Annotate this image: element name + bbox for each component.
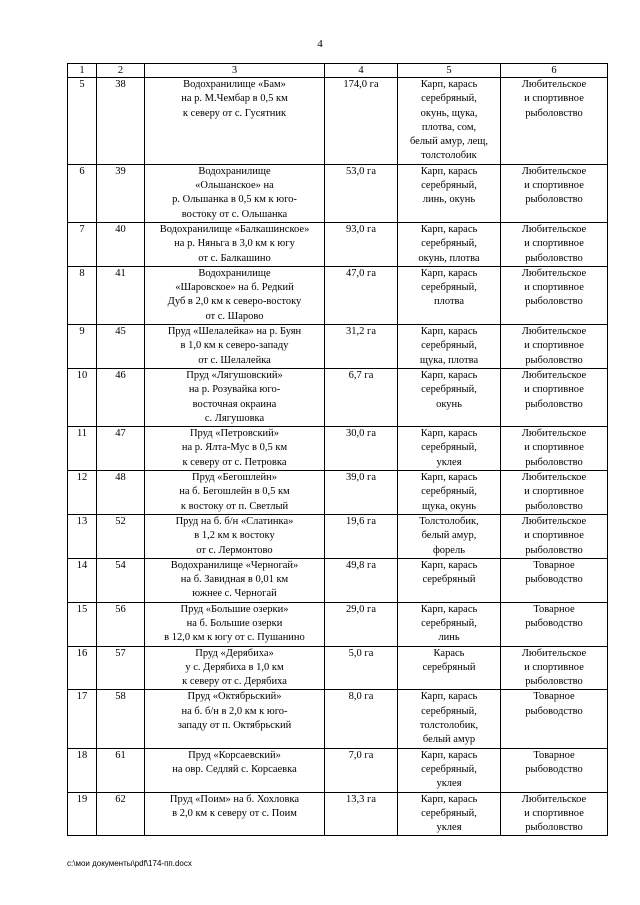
water-body-description-cell: Водохранилище «Ольшанское» на р. Ольшанка в 0,5 км к юго- востоку от с. Ольшанка (145, 164, 325, 222)
row-number-cell: 18 (68, 748, 97, 792)
usage-type-cell: Любительское и спортивное рыболовство (501, 471, 608, 515)
registry-number-cell: 46 (97, 368, 145, 426)
area-cell: 19,6 га (325, 514, 398, 558)
area-cell: 49,8 га (325, 558, 398, 602)
water-body-description-cell: Пруд «Петровский» на р. Ялта-Мус в 0,5 км к северу от с. Петровка (145, 427, 325, 471)
water-body-description-cell: Водохранилище «Черногай» на б. Завидная в 0,01 км южнее с. Черногай (145, 558, 325, 602)
document-file-path: c:\мои документы\pdf\174-пп.docx (67, 859, 192, 868)
usage-type-cell: Товарное рыбоводство (501, 558, 608, 602)
area-cell: 93,0 га (325, 222, 398, 266)
water-body-description-cell: Пруд на б. б/н «Слатинка» в 1,2 км к востоку от с. Лермонтово (145, 514, 325, 558)
row-number-cell: 8 (68, 266, 97, 324)
column-header: 6 (501, 64, 608, 78)
fish-species-cell: Карась серебряный (398, 646, 501, 690)
registry-number-cell: 58 (97, 690, 145, 748)
registry-number-cell: 48 (97, 471, 145, 515)
fish-species-cell: Карп, карась серебряный, плотва (398, 266, 501, 324)
row-number-cell: 10 (68, 368, 97, 426)
fish-species-cell: Карп, карась серебряный, линь (398, 602, 501, 646)
table-row (68, 690, 608, 748)
row-number-cell: 15 (68, 602, 97, 646)
area-cell: 53,0 га (325, 164, 398, 222)
area-cell: 174,0 га (325, 78, 398, 165)
table-row (68, 646, 608, 690)
row-number-cell: 14 (68, 558, 97, 602)
water-body-description-cell: Пруд «Бегошлейн» на б. Бегошлейн в 0,5 км к востоку от п. Светлый (145, 471, 325, 515)
area-cell: 30,0 га (325, 427, 398, 471)
fish-species-cell: Карп, карась серебряный, линь, окунь (398, 164, 501, 222)
row-number-cell: 12 (68, 471, 97, 515)
usage-type-cell: Любительское и спортивное рыболовство (501, 266, 608, 324)
fish-species-cell: Карп, карась серебряный, уклея (398, 748, 501, 792)
water-body-description-cell: Пруд «Корсаевский» на овр. Седляй с. Корсаевка (145, 748, 325, 792)
registry-number-cell: 45 (97, 325, 145, 369)
page-number: 4 (317, 38, 323, 50)
fish-species-cell: Карп, карась серебряный (398, 558, 501, 602)
fish-species-cell: Карп, карась серебряный, щука, окунь (398, 471, 501, 515)
area-cell: 47,0 га (325, 266, 398, 324)
registry-number-cell: 56 (97, 602, 145, 646)
area-cell: 8,0 га (325, 690, 398, 748)
area-cell: 6,7 га (325, 368, 398, 426)
usage-type-cell: Любительское и спортивное рыболовство (501, 646, 608, 690)
column-header: 2 (97, 64, 145, 78)
area-cell: 13,3 га (325, 792, 398, 836)
fish-species-cell: Карп, карась серебряный, уклея (398, 427, 501, 471)
water-body-description-cell: Пруд «Шелалейка» на р. Буян в 1,0 км к северо-западу от с. Шелалейка (145, 325, 325, 369)
row-number-cell: 16 (68, 646, 97, 690)
registry-number-cell: 61 (97, 748, 145, 792)
usage-type-cell: Товарное рыбоводство (501, 690, 608, 748)
table-row (68, 602, 608, 646)
usage-type-cell: Любительское и спортивное рыболовство (501, 78, 608, 165)
water-body-description-cell: Водохранилище «Балкашинское» на р. Няньга в 3,0 км к югу от с. Балкашино (145, 222, 325, 266)
water-body-description-cell: Пруд «Октябрьский» на б. б/н в 2,0 км к юго- западу от п. Октябрьский (145, 690, 325, 748)
table-row (68, 164, 608, 222)
usage-type-cell: Любительское и спортивное рыболовство (501, 325, 608, 369)
fish-species-cell: Карп, карась серебряный, уклея (398, 792, 501, 836)
table-row (68, 748, 608, 792)
table-row (68, 325, 608, 369)
usage-type-cell: Товарное рыбоводство (501, 748, 608, 792)
row-number-cell: 13 (68, 514, 97, 558)
usage-type-cell: Любительское и спортивное рыболовство (501, 514, 608, 558)
water-body-description-cell: Водохранилище «Бам» на р. М.Чембар в 0,5 км к северу от с. Гусятник (145, 78, 325, 165)
row-number-cell: 9 (68, 325, 97, 369)
registry-number-cell: 54 (97, 558, 145, 602)
fish-species-cell: Карп, карась серебряный, щука, плотва (398, 325, 501, 369)
usage-type-cell: Любительское и спортивное рыболовство (501, 368, 608, 426)
column-header: 5 (398, 64, 501, 78)
table-row (68, 222, 608, 266)
table-row (68, 792, 608, 836)
fish-species-cell: Карп, карась серебряный, толстолобик, белый амур (398, 690, 501, 748)
usage-type-cell: Любительское и спортивное рыболовство (501, 792, 608, 836)
row-number-cell: 6 (68, 164, 97, 222)
area-cell: 39,0 га (325, 471, 398, 515)
table-row (68, 514, 608, 558)
table-row (68, 368, 608, 426)
fish-species-cell: Карп, карась серебряный, окунь, плотва (398, 222, 501, 266)
table-row (68, 427, 608, 471)
water-body-description-cell: Пруд «Большие озерки» на б. Большие озерки в 12,0 км к югу от с. Пушанино (145, 602, 325, 646)
registry-number-cell: 52 (97, 514, 145, 558)
registry-number-cell: 41 (97, 266, 145, 324)
registry-number-cell: 62 (97, 792, 145, 836)
water-body-description-cell: Пруд «Лягушовский» на р. Розувайка юго- восточная окраина с. Лягушовка (145, 368, 325, 426)
row-number-cell: 19 (68, 792, 97, 836)
water-body-description-cell: Пруд «Поим» на б. Хохловка в 2,0 км к северу от с. Поим (145, 792, 325, 836)
table-header-row (68, 64, 608, 78)
water-body-description-cell: Пруд «Дерябиха» у с. Дерябиха в 1,0 км к северу от с. Дерябиха (145, 646, 325, 690)
usage-type-cell: Любительское и спортивное рыболовство (501, 164, 608, 222)
fish-species-cell: Толстолобик, белый амур, форель (398, 514, 501, 558)
table-row (68, 471, 608, 515)
usage-type-cell: Товарное рыбоводство (501, 602, 608, 646)
area-cell: 31,2 га (325, 325, 398, 369)
water-bodies-table (67, 63, 608, 836)
area-cell: 29,0 га (325, 602, 398, 646)
registry-number-cell: 38 (97, 78, 145, 165)
row-number-cell: 5 (68, 78, 97, 165)
table-row (68, 558, 608, 602)
registry-number-cell: 39 (97, 164, 145, 222)
table-row (68, 266, 608, 324)
row-number-cell: 17 (68, 690, 97, 748)
area-cell: 7,0 га (325, 748, 398, 792)
area-cell: 5,0 га (325, 646, 398, 690)
fish-species-cell: Карп, карась серебряный, окунь (398, 368, 501, 426)
row-number-cell: 7 (68, 222, 97, 266)
row-number-cell: 11 (68, 427, 97, 471)
water-body-description-cell: Водохранилище «Шаровское» на б. Редкий Дуб в 2,0 км к северо-востоку от с. Шарово (145, 266, 325, 324)
registry-number-cell: 57 (97, 646, 145, 690)
usage-type-cell: Любительское и спортивное рыболовство (501, 427, 608, 471)
column-header: 4 (325, 64, 398, 78)
registry-number-cell: 47 (97, 427, 145, 471)
table-row (68, 78, 608, 165)
registry-number-cell: 40 (97, 222, 145, 266)
usage-type-cell: Любительское и спортивное рыболовство (501, 222, 608, 266)
column-header: 3 (145, 64, 325, 78)
fish-species-cell: Карп, карась серебряный, окунь, щука, плотва, сом, белый амур, лещ, толстолобик (398, 78, 501, 165)
column-header: 1 (68, 64, 97, 78)
